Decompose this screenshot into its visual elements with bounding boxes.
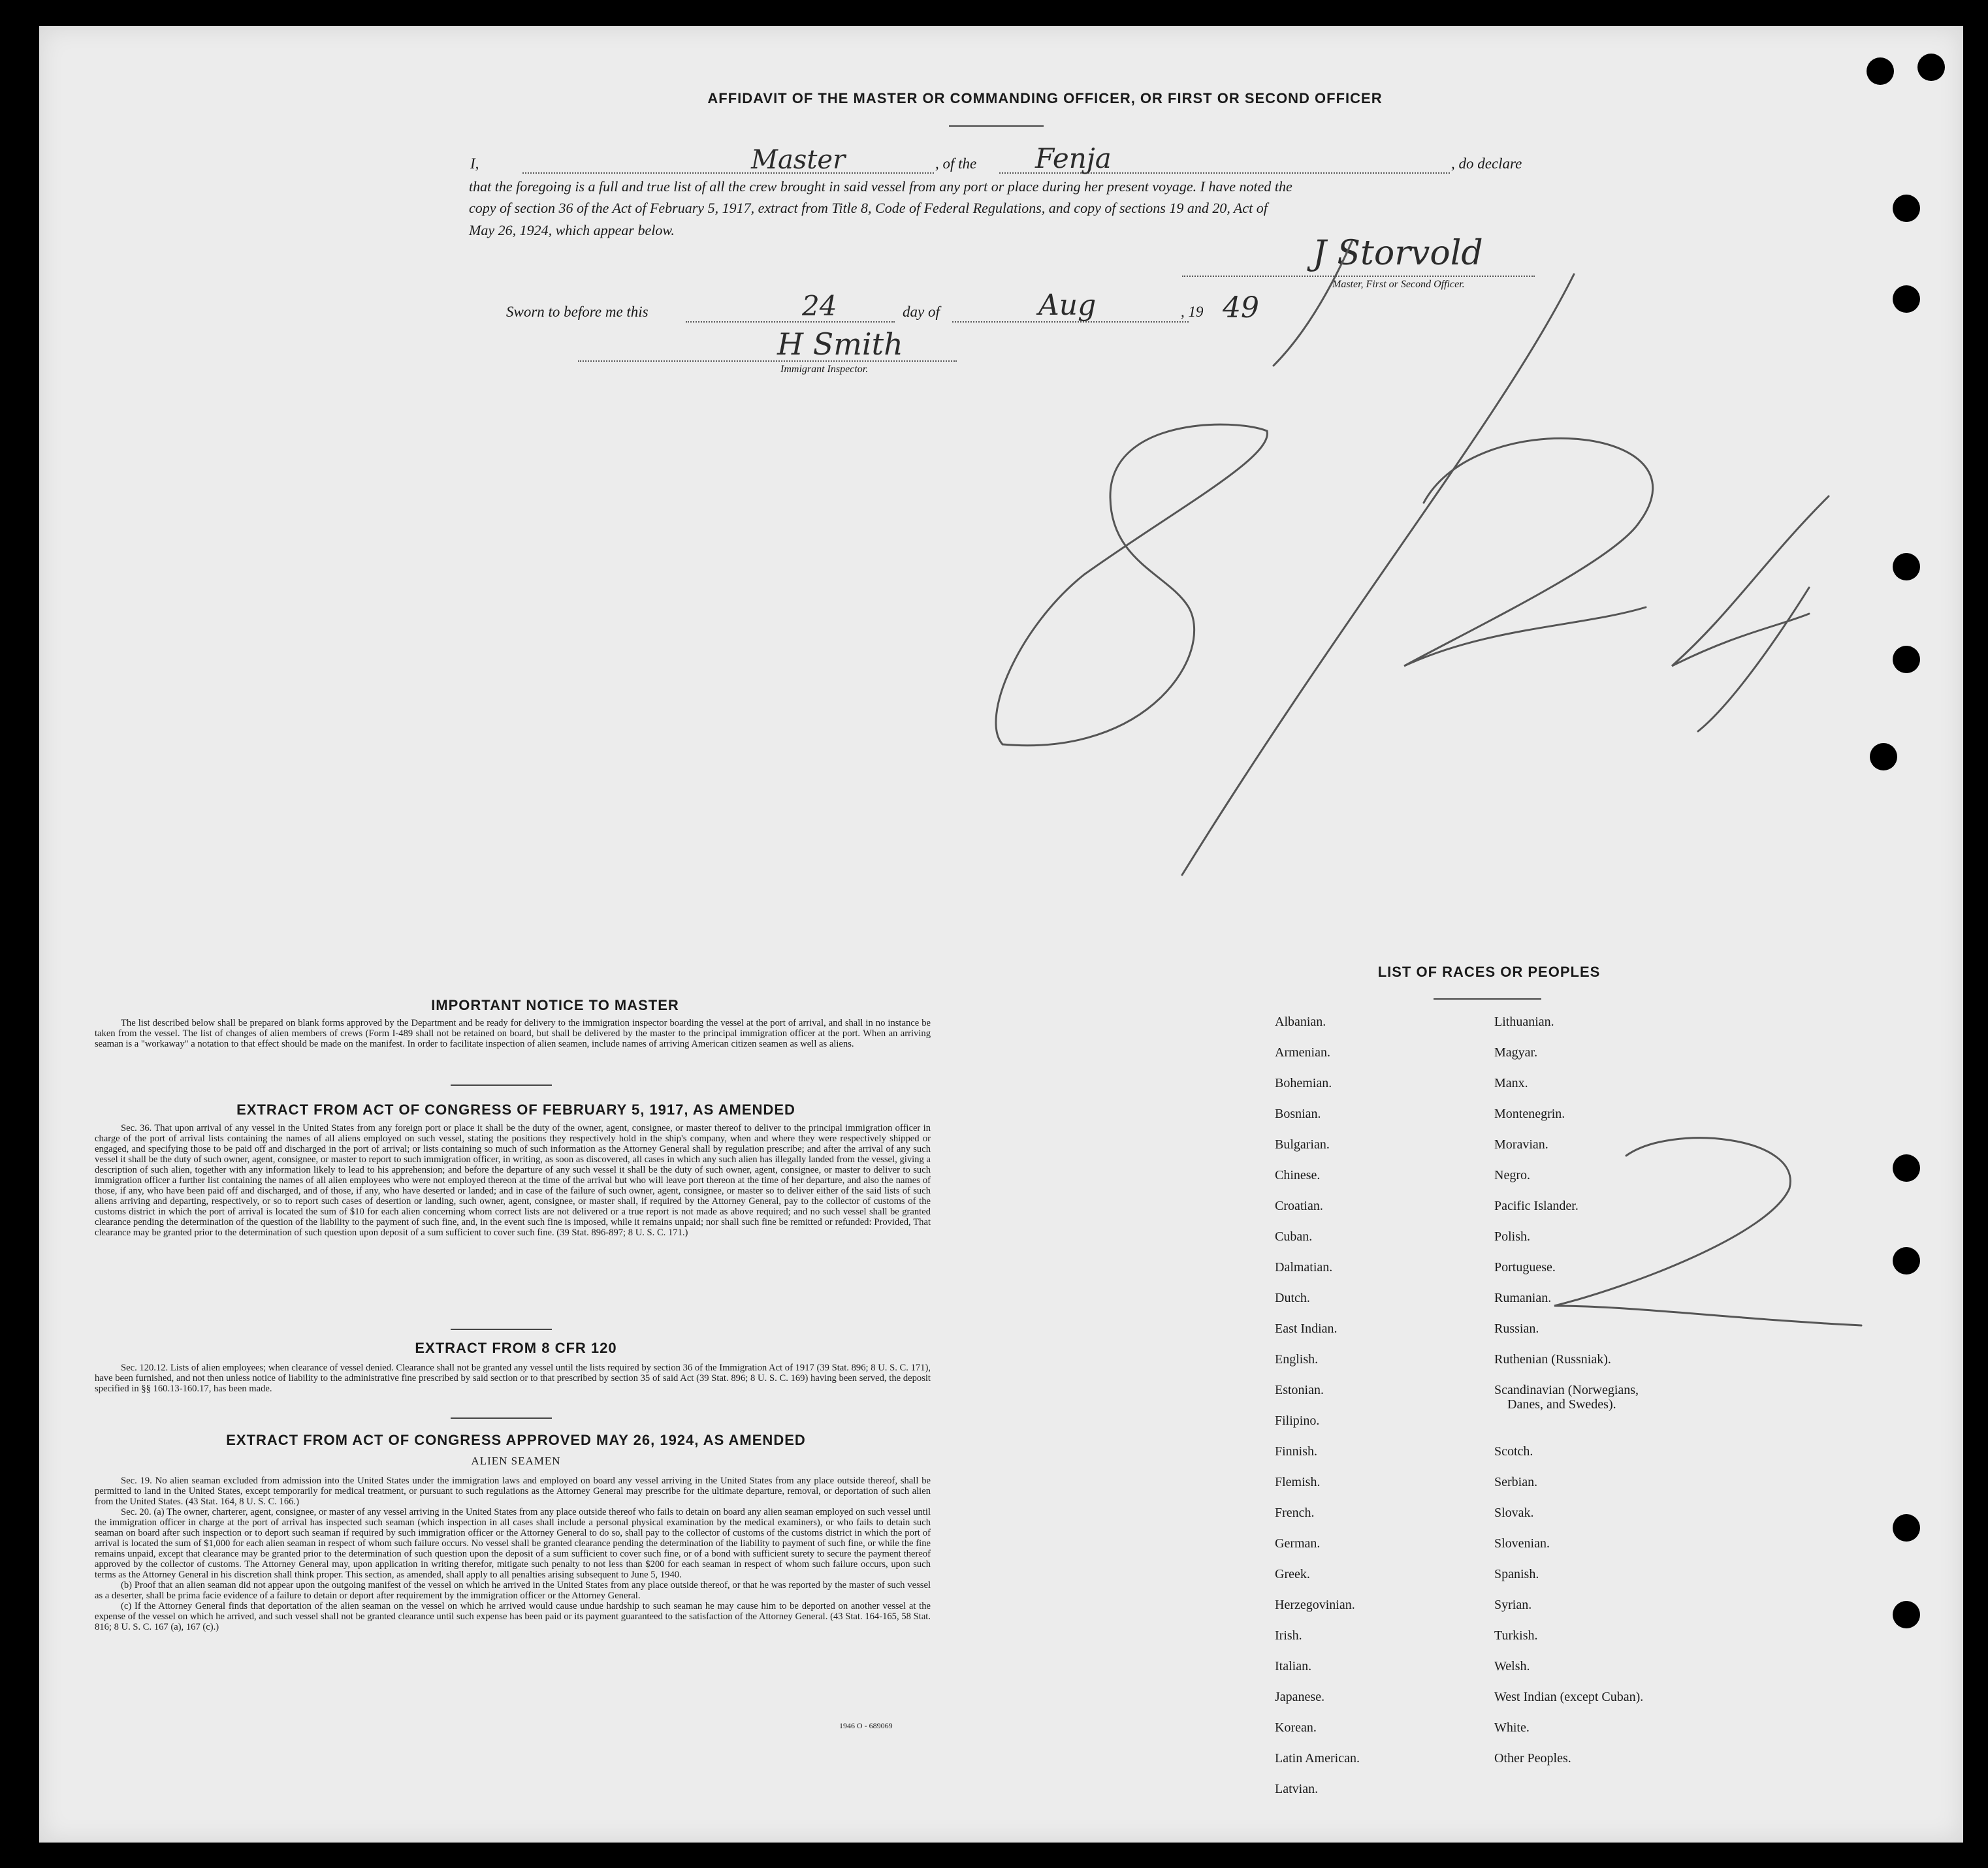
race-item: Estonian.: [1275, 1383, 1324, 1397]
handwritten-date-eight: [996, 424, 1268, 746]
notice-body: The list described below shall be prepared on blank forms approved by the Department and be ready for delivery to the immigration inspector boarding the vessel at the port of arrival, and shall in no instance be taken from the vessel. The list of changes of alien members of crews (Form I-489 shall not be retained on board, but shall be delivered by the master to the principal immigration officer at the port. When an arriving seaman is a "workaway" a notation to that effect should be made on the manifest. In order to facilitate inspection of alien seamen, include names of arriving American citizen seamen as well as aliens.: [95, 1018, 931, 1049]
races-rule: [1434, 998, 1541, 1000]
race-item: Latin American.: [1275, 1751, 1360, 1765]
notice-title: IMPORTANT NOTICE TO MASTER: [431, 997, 679, 1013]
year-prefix: , 19: [1181, 304, 1204, 320]
handwritten-date-two: [1404, 438, 1653, 666]
race-item: Lithuanian.: [1494, 1015, 1554, 1029]
race-item: Flemish.: [1275, 1475, 1321, 1489]
section-20b-paragraph: (b) Proof that an alien seaman did not appear upon the outgoing manifest of the vessel on which he arrived in the United States from any place outside thereof, or that he was reported by the master of such vessel as a deserter, shall be prima facie evidence of a failure to detain or deport after requirement by the immigration officer or the Attorney General.: [95, 1580, 931, 1601]
sworn-day: 24: [802, 290, 837, 322]
section-20a-paragraph: Sec. 20. (a) The owner, charterer, agent, consignee, or master of any vessel arriving in the United States from any place outside thereof who fails to detain on board any alien seaman employed on such vessel until the immigration officer in charge at the port of arrival has inspected such seaman (which inspection in all cases shall include a personal physical examination by the medical examiners), or who fails to detain such seaman on board after such inspection or to deport such seaman if required by such immigration officer or the Attorney General to do so, shall pay to the collector of customs of the customs district in which the port of arrival is located the sum of $1,000 for each alien seaman in respect of whom such failure occurs. No vessel shall be granted clearance pending the determination of the liability to payment of such fine, or while the fine remains unpaid, except that clearance may be granted prior to the determination of such question upon the deposit of a sum sufficient to cover such fine, or of a bond with sufficient surety to secure the payment thereof approved by the collector of customs. The Attorney General may, upon application in writing therefor, mitigate such penalty to not less than $200 for each seaman in respect of whom such failure occurs, upon such terms as the Attorney General in his discretion shall think proper. This section, as amended, shall apply to all penalties arising subsequent to June 5, 1940.: [95, 1507, 931, 1580]
race-item: Montenegrin.: [1494, 1107, 1565, 1121]
extract-1924-title: EXTRACT FROM ACT OF CONGRESS APPROVED MAY 26, 1924, AS AMENDED: [226, 1432, 806, 1448]
sworn-year: 49: [1223, 291, 1259, 325]
notice-rule: [451, 1084, 552, 1086]
affidavit-line-2: that the foregoing is a full and true list of all the crew brought in said vessel from any port or place during her present voyage. I have noted the: [469, 178, 1292, 195]
race-item: Albanian.: [1275, 1015, 1326, 1029]
declarant-prefix: I,: [470, 155, 479, 172]
affidavit-line-4: May 26, 1924, which appear below.: [469, 222, 675, 238]
race-item: Croatian.: [1275, 1199, 1323, 1213]
race-item: Other Peoples.: [1494, 1751, 1571, 1765]
race-item: English.: [1275, 1352, 1319, 1367]
inspector-label: Immigrant Inspector.: [780, 364, 869, 375]
race-item: Scandinavian (Norwegians,: [1494, 1383, 1639, 1397]
race-item: White.: [1494, 1720, 1530, 1735]
race-item: East Indian.: [1275, 1322, 1338, 1336]
race-item: Filipino.: [1275, 1414, 1320, 1428]
race-item: Dalmatian.: [1275, 1260, 1333, 1274]
race-item: Negro.: [1494, 1168, 1530, 1182]
handwritten-count-two: [1554, 1138, 1861, 1325]
race-item: Bulgarian.: [1275, 1137, 1330, 1152]
race-item: French.: [1275, 1506, 1315, 1520]
race-item: Irish.: [1275, 1628, 1302, 1643]
race-item: Bohemian.: [1275, 1076, 1332, 1090]
rank-handwritten: Master: [751, 145, 846, 175]
race-item: Scotch.: [1494, 1444, 1533, 1459]
affidavit-title: AFFIDAVIT OF THE MASTER OR COMMANDING OFFICER, OR FIRST OR SECOND OFFICER: [707, 90, 1383, 106]
race-item: Latvian.: [1275, 1782, 1319, 1796]
race-item: Italian.: [1275, 1659, 1312, 1673]
day-of-label: day of: [903, 304, 940, 320]
race-item: Armenian.: [1275, 1045, 1330, 1060]
race-item: Dutch.: [1275, 1291, 1310, 1305]
section-19-paragraph: Sec. 19. No alien seaman excluded from admission into the United States under the immigration laws and employed on board any vessel arriving in the United States from any place outside thereof, shall be permitted to land in the United States, except temporarily for medical treatment, or pursuant to such regulations as the Attorney General may prescribe for the ultimate departure, removal, or deportation of such alien from the United States. (43 Stat. 164, 8 U. S. C. 166.): [95, 1476, 931, 1507]
extract-1917-title: EXTRACT FROM ACT OF CONGRESS OF FEBRUARY 5, 1917, AS AMENDED: [236, 1101, 795, 1118]
race-item: Welsh.: [1494, 1659, 1530, 1673]
race-item: Syrian.: [1494, 1598, 1532, 1612]
race-item: Greek.: [1275, 1567, 1310, 1581]
extract-1924-body: [95, 1476, 931, 1632]
extract-1917-body: Sec. 36. That upon arrival of any vessel in the United States from any foreign port or place it shall be the duty of the owner, agent, consignee, or master thereof to deliver to the principal immigration officer in charge of the port of arrival lists containing the names of all aliens employed on such vessel, stating the positions they respectively hold in the ship's company, when and where they were respectively shipped or engaged, and specifying those to be paid off and discharged in the port of arrival; or lists containing so much of such information as the Attorney General shall by regulation prescribe; and after the arrival of any such vessel it shall be the duty of such owner, agent, consignee, or master to report to such immigration officer, in writing, as soon as discovered, all cases in which any such alien has illegally landed from the vessel, giving a description of such alien, together with any information likely to lead to his apprehension; and before the departure of any such vessel it shall be the duty of such owner, agent, consignee, or master to deliver to such immigration officer a further list containing the names of all alien employees who were not employed thereon at the time of the arrival but who will leave port thereon at the time of her departure, and also the names of those, if any, who have been paid off and discharged, and of those, if any, who have deserted or landed; and in case of the failure of such owner, agent, consignee, or master so to deliver either of the said lists of such aliens arriving and departing, respectively, or so to report such cases of desertion or landing, such owner, agent, consignee, or master shall, if required by the Attorney General, pay to the collector of customs of the customs district in which the port of arrival is located the sum of $10 for each alien concerning whom correct lists are not delivered or a true report is not made as above required; and no such vessel shall be granted clearance pending the determination of the question of the liability to the payment of such fine, and, in the event such fine is imposed, while it remains unpaid; nor shall such fine be remitted or refunded: Provided, That clearance may be granted prior to the determination of such question upon deposit of a sum sufficient to cover such fine. (39 Stat. 896-897; 8 U. S. C. 171.): [95, 1123, 931, 1238]
race-item: Pacific Islander.: [1494, 1199, 1579, 1213]
print-code: 1946 O - 689069: [839, 1721, 893, 1730]
sworn-month: Aug: [1038, 289, 1097, 322]
extract-cfr-title: EXTRACT FROM 8 CFR 120: [415, 1340, 617, 1356]
master-label: Master, First or Second Officer.: [1332, 279, 1465, 290]
race-item: Japanese.: [1275, 1690, 1325, 1704]
handwritten-date-four: [1672, 496, 1829, 731]
inspector-signature: H Smith: [777, 326, 903, 362]
race-item: Polish.: [1494, 1229, 1531, 1244]
race-item: Korean.: [1275, 1720, 1317, 1735]
affidavit-line-3: copy of section 36 of the Act of February 5, 1917, extract from Title 8, Code of Federal Regulations, and copy of sections 19 and 20, Act of: [469, 200, 1268, 216]
sworn-prefix: Sworn to before me this: [506, 304, 649, 320]
signature-flourish: [1274, 242, 1352, 366]
extract-cfr-body: Sec. 120.12. Lists of alien employees; when clearance of vessel denied. Clearance shall not be granted any vessel until the lists required by section 36 of the Immigration Act of 1917 (39 Stat. 896; 8 U. S. C. 171), have been furnished, and not then unless notice of liability to the administrative fine prescribed by said section or to that prescribed by section 35 of said Act (39 Stat. 896; 8 U. S. C. 169) having been served, the deposit specified in §§ 160.13-160.17, has been made.: [95, 1363, 931, 1394]
section-20c-paragraph: (c) If the Attorney General finds that deportation of the alien seaman on the vessel on which he arrived would cause undue hardship to such seaman he may cause him to be deported on another vessel at the expense of the vessel on which he arrived, and such vessel shall not be granted clearance until such expense has been paid or its payment guaranteed to the satisfaction of the Attorney General. (43 Stat. 164-165, 58 Stat. 816; 8 U. S. C. 167 (a), 167 (c).): [95, 1601, 931, 1632]
race-item: Bosnian.: [1275, 1107, 1321, 1121]
race-item: Russian.: [1494, 1322, 1539, 1336]
race-item: Moravian.: [1494, 1137, 1548, 1152]
race-item: Serbian.: [1494, 1475, 1538, 1489]
race-item: German.: [1275, 1536, 1321, 1551]
race-item: Cuban.: [1275, 1229, 1313, 1244]
race-item: Slovenian.: [1494, 1536, 1550, 1551]
race-item: Spanish.: [1494, 1567, 1539, 1581]
race-item: Finnish.: [1275, 1444, 1318, 1459]
race-item: Magyar.: [1494, 1045, 1538, 1060]
race-item: Manx.: [1494, 1076, 1528, 1090]
of-the-label: , of the: [935, 155, 977, 172]
race-item: Slovak.: [1494, 1506, 1534, 1520]
race-item: Rumanian.: [1494, 1291, 1552, 1305]
extract-1917-rule: [451, 1329, 552, 1330]
race-item: West Indian (except Cuban).: [1494, 1690, 1644, 1704]
handwritten-date-slash: [1182, 274, 1574, 875]
race-item: Turkish.: [1494, 1628, 1538, 1643]
race-item: Chinese.: [1275, 1168, 1321, 1182]
declare-suffix: , do declare: [1451, 155, 1522, 172]
race-item: Danes, and Swedes).: [1507, 1397, 1616, 1412]
race-item: Ruthenian (Russniak).: [1494, 1352, 1611, 1367]
extract-cfr-rule: [451, 1417, 552, 1419]
race-item: Herzegovinian.: [1275, 1598, 1355, 1612]
extract-1924-subtitle: ALIEN SEAMEN: [471, 1455, 561, 1467]
master-signature: J Storvold: [1313, 234, 1483, 273]
races-title: LIST OF RACES OR PEOPLES: [1377, 964, 1601, 980]
vessel-handwritten: Fenja: [1035, 142, 1112, 174]
race-item: Portuguese.: [1494, 1260, 1556, 1274]
